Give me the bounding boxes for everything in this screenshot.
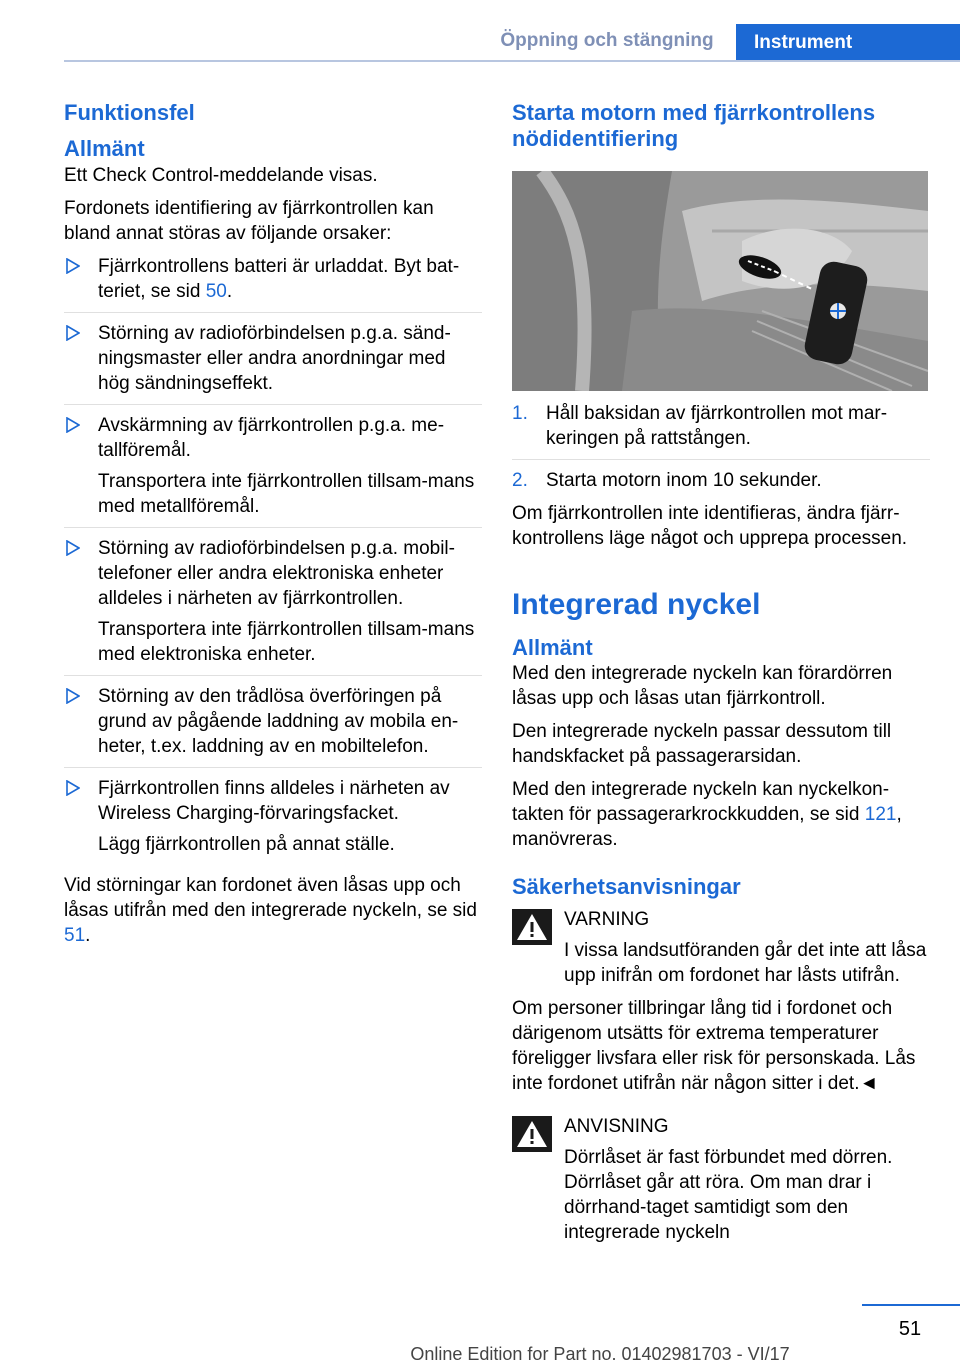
paragraph: Fordonets identifiering av fjärrkontrollen kan bland annat störas av följande orsaker: (64, 197, 434, 244)
list-item-punct: . (226, 280, 233, 302)
page-link-51[interactable]: 51 (64, 924, 86, 946)
closing-punct: . (85, 924, 91, 946)
section-tab-instrument[interactable]: Instrument (736, 24, 960, 62)
step-item (512, 401, 930, 460)
right-column (512, 100, 930, 1253)
list-item (64, 321, 482, 405)
paragraph (512, 777, 930, 852)
list-item (64, 684, 482, 768)
warning-text: I vissa landsutföranden går det inte att låsa upp inifrån om fordonet har låsts utifrån. (564, 939, 927, 986)
list-item-text: Fjärrkontrollens batteri är urladdat. Byt bat‐teriet, se sid (98, 255, 460, 302)
cause-list (64, 254, 482, 865)
breadcrumb[interactable]: Öppning och stängning (500, 30, 714, 51)
edition-label: Online Edition for Part no. 01402981703 - VI/17 (410, 1344, 790, 1364)
footer-rule (862, 1304, 960, 1306)
page-link-121[interactable]: 121 (864, 804, 897, 826)
heading-funktionsfel: Funktionsfel (64, 100, 195, 125)
closing-paragraph (64, 873, 482, 948)
steering-column-key-illustration (512, 171, 928, 391)
paragraph: Den integrerade nyckeln passar dessutom till handskfacket på passagerarsidan. (512, 721, 892, 768)
notice-block (512, 1114, 930, 1245)
step-number: 2. (512, 469, 528, 491)
paragraph-text: , manövreras. (512, 804, 902, 851)
list-item-note: Transportera inte fjärrkontrollen tillsam‐mans med elektroniska enheter. (98, 618, 475, 665)
list-item-text: Störning av radioförbindelsen p.g.a. sänd‐ningsmaster eller andra anordningar med hög sändningseffekt. (98, 322, 451, 394)
list-item-note: Transportera inte fjärrkontrollen tillsam‐mans med metallföremål. (98, 470, 475, 517)
warning-block (512, 907, 930, 1096)
list-item (64, 536, 482, 676)
triangle-right-icon (66, 780, 80, 796)
notice-text: Dörrlåset är fast förbundet med dörren. Dörrlåset går att röra. Om man drar i dörrhand‐taget samtidigt som den integrerade nyckeln (564, 1146, 893, 1243)
list-item (64, 254, 482, 313)
left-column (64, 100, 482, 956)
warning-text: Om personer tillbringar lång tid i fordonet och därigenom utsätts för extrema temperaturer föreligger livsfara eller risk för personskada. Lås inte fordonet utifrån när någon sitter i det.◄ (512, 997, 916, 1094)
heading-integrerad-nyckel: Integrerad nyckel (512, 587, 761, 621)
list-item-text: Fjärrkontrollen finns alldeles i närheten av Wireless Charging-förvaringsfacket. (98, 777, 450, 824)
subheading-allmant: Allmänt (512, 634, 593, 660)
list-item-text: Störning av den trådlösa överföringen på grund av pågående laddning av mobila en‐heter, t.ex. laddning av en mobiltelefon. (98, 685, 459, 757)
warning-triangle-icon (512, 909, 552, 945)
triangle-right-icon (66, 258, 80, 274)
subheading-allmant: Allmänt (64, 136, 145, 162)
heading-sakerhetsanvisningar: Säkerhetsanvisningar (512, 874, 741, 900)
paragraph: Med den integrerade nyckeln kan förardörren låsas upp och låsas utan fjärrkontroll. (512, 663, 893, 710)
heading-nodidentifiering: Starta motorn med fjärrkontrollens nödidentifiering (512, 100, 876, 152)
warning-caption: VARNING (564, 908, 650, 930)
step-text: Starta motorn inom 10 sekunder. (546, 469, 822, 491)
step-text: Håll baksidan av fjärrkontrollen mot mar‐keringen på rattstången. (546, 402, 888, 449)
list-item-text: Störning av radioförbindelsen p.g.a. mobil‐telefoner eller andra elektroniska enheter alldeles i närheten av fjärrkontrollen. (98, 537, 455, 609)
list-item-text: Avskärmning av fjärrkontrollen p.g.a. me‐tallföremål. (98, 414, 445, 461)
triangle-right-icon (66, 540, 80, 556)
warning-triangle-icon (512, 1116, 552, 1152)
paragraph-text: Med den integrerade nyckeln kan nyckelkon‐takten för passagerarkrockkudden, se sid (512, 779, 890, 826)
page-link-50[interactable]: 50 (205, 280, 227, 302)
step-item (512, 468, 930, 493)
list-item (64, 776, 482, 865)
list-item-note: Lägg fjärrkontrollen på annat ställe. (98, 833, 395, 855)
step-number: 1. (512, 402, 528, 424)
triangle-right-icon (66, 417, 80, 433)
start-steps (512, 401, 930, 493)
notice-caption: ANVISNING (564, 1115, 669, 1137)
paragraph: Om fjärrkontrollen inte identifieras, ändra fjärr‐kontrollens läge något och upprepa processen. (512, 502, 908, 549)
page-number: 51 (898, 1318, 922, 1340)
closing-text: Vid störningar kan fordonet även låsas upp och låsas utifrån med den integrerade nyckeln, se sid (64, 874, 477, 921)
header-rule (64, 60, 960, 62)
list-item (64, 413, 482, 528)
triangle-right-icon (66, 325, 80, 341)
triangle-right-icon (66, 688, 80, 704)
paragraph: Ett Check Control-meddelande visas. (64, 164, 378, 186)
